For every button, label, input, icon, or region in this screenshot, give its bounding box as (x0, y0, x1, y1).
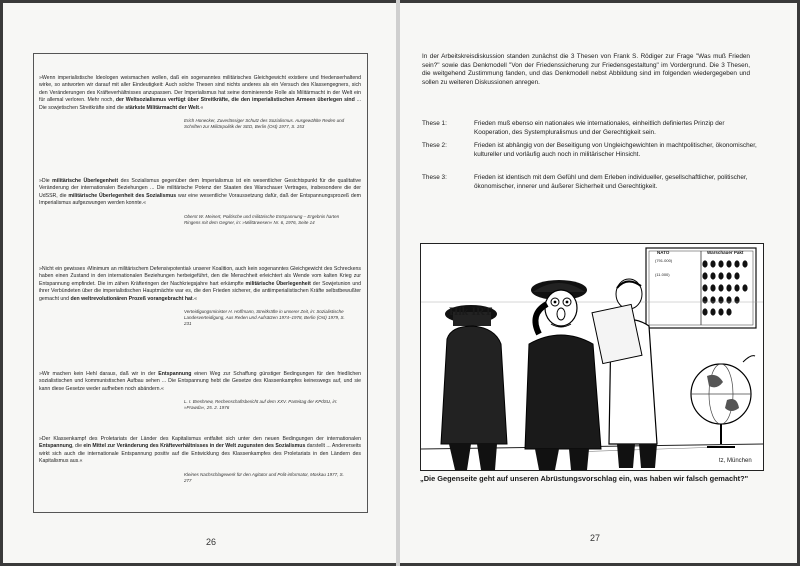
cartoon-caption: „Die Gegenseite geht auf unseren Abrüstungsvorschlag ein, was haben wir falsch gemacht?" (420, 474, 749, 483)
text-run: »Wir machen kein Hehl daraus, daß wir in der (39, 371, 159, 377)
chart-dot (718, 284, 723, 291)
chart-dot (726, 284, 731, 291)
left-page (3, 3, 396, 563)
cartoon-illustration (420, 243, 764, 471)
chart-dot (710, 308, 715, 315)
text-run: »Wenn imperialistische Ideologen weismachen wollen, daß ein sogenanntes militärisches Gleichgewicht existiere und friedenserhaltend wirke, so antworten wir darauf mit aller Eindeutigkeit: Auch solche Thesen sind nichts anderes als ein Versuch des Klassengegners, sich den Veränderungen des Kräfteverhältnisses anzupassen. Der Imperialismus hat seine dominierende Rolle als Militärmacht in der Welt ein für allemal verloren. Mehr noch, (39, 75, 361, 104)
right-page (400, 3, 797, 563)
emphasized-text: den weltrevolutionären Prozeß vorangebracht hat (70, 295, 193, 302)
page-number: 26 (206, 537, 217, 547)
chart-dot (710, 272, 715, 279)
chart-dot (718, 296, 723, 303)
text-run: ... Die sowjetischen Streitkräfte sind die (39, 97, 362, 111)
emphasized-text: militärische Überlegenheit (52, 178, 119, 184)
chart-dot (742, 284, 747, 291)
quote-text (39, 178, 361, 208)
quote-source: L. I. Breshnew, Rechenschaftsbericht auf dem XXV. Parteitag der KPdSU, in: »Prawda«, 25. 2. 1976 (184, 399, 338, 411)
chart-number-left: (791.000) (655, 258, 673, 263)
text-run: des Sozialismus gegenüber dem Imperialismus ist ein wesentlicher Gesichtspunkt für die qualitative Veränderung der internationalen Beziehungen ... Die militärische Potenz der Staaten des Warschauer Vertrages, insbesondere die der UdSSR, die (39, 178, 361, 199)
cartoon-credit: tz, München (719, 458, 752, 464)
text-run: »Der Klassenkampf des Proletariats der Länder des Kapitalismus entfaltet sich unter den neuen Bedingungen der internationalen (39, 436, 361, 442)
chart-dot (718, 260, 723, 267)
chart-dot (702, 272, 707, 279)
thesis-3 (422, 174, 762, 191)
quote-text (39, 436, 361, 466)
emphasized-text: militärische Überlegenheit (245, 280, 311, 287)
chart-dot (702, 284, 707, 291)
emphasized-text: stärkste Militärmacht der Welt (125, 104, 199, 111)
text-run: war eine wesentliche Voraussetzung dafür, daß der Entspannungsprozeß dem Imperialismus aufgezwungen werden konnte.« (39, 192, 362, 207)
emphasized-text: Entspannung (158, 371, 192, 377)
chart-dot (726, 272, 731, 279)
quote-text (39, 266, 361, 303)
chart-dot (734, 296, 739, 303)
chart-label-warsaw-pact: Warschauer Pakt (707, 250, 744, 255)
text-run: der Sowjetunion und ihrer Verbündeten über die imperialistischen Hauptmächte war es, die den Frieden sicherer, die antiimperialistischen Kräfte selbstbewußter gemacht und (39, 280, 361, 302)
chart-dot (718, 272, 723, 279)
quote-text (39, 75, 361, 112)
thesis-label: These 1: (422, 120, 447, 127)
chart-dot (702, 296, 707, 303)
chart-dot (710, 260, 715, 267)
text-run: .« (192, 295, 197, 302)
thesis-label: These 3: (422, 174, 447, 181)
thesis-text: Frieden muß ebenso ein nationales wie internationales, einheitlich definiertes Prinzip der Kooperation, des Systempluralismus und der Gerechtigkeit sein. (474, 120, 725, 136)
text-run: einen Weg zur Schaffung günstiger Bedingungen für den friedlichen sozialistischen und kommunistischen Aufbau sehen ... Die Entspannung hebt die Gesetze des Klassenkampfes keineswegs auf, und sie kann diese Gesetze weder aufheben noch abändern.« (39, 371, 361, 392)
quote-block-3 (39, 266, 361, 327)
emphasized-text: ein Mittel zur Veränderung des Kräfteverhältnisses in der Welt zugunsten des Sozialismus (83, 443, 306, 450)
thesis-label: These 2: (422, 142, 447, 149)
chart-number-right: (11.000) (655, 272, 670, 277)
quote-source: Kleines Nachschlagewerk für den Agitator und Polit-informator, Moskau 1977, S. 277 (184, 471, 344, 483)
text-run: »Nicht ein gewisses ›Minimum an militärischem Defensivpotential‹ unserer Koalition, auch kein sogenanntes Gleichgewicht des Schreckens haben einen Zustand in den internationalen Beziehungen herbeigeführt, den die Menschheit erleichtert als Wende vom kalten Krieg zur Entspannung empfindet. Die im zähen Kräfteringen der Nachkriegsjahre hart erkämpfte (39, 266, 361, 287)
chart-dot (718, 308, 723, 315)
quote-block-2 (39, 178, 361, 226)
cartoon-signature: Hik IRT (449, 304, 493, 318)
emphasized-text: militärische Überlegenheit des Sozialismus (68, 192, 177, 199)
intro-paragraph: In der Arbeitskreisdiskussion standen zunächst die 3 Thesen von Frank S. Rödiger zur Frage "Was muß Frieden sein?" sowie das Denkmodell "Von der Friedenssicherung zur Friedensgestaltung" im Vordergrund. Die 3 Thesen, die weitgehend Zustimmung fanden, und das Denkmodell nebst Abbildung sind im folgenden wiedergegeben und sollen zu weiteren Diskussionen anregen. (422, 53, 750, 86)
chart-dot (734, 260, 739, 267)
quote-block-4 (39, 371, 361, 411)
emphasized-text: Entspannung (39, 443, 73, 450)
chart-dot (734, 284, 739, 291)
chart-dot (726, 308, 731, 315)
quote-source: Erich Honecker, Zuverlässiger Schutz des Sozialismus. Ausgewählte Reden und Schriften zur Militärpolitik der SED, Berlin (Ost) 1977, S. 153 (184, 118, 345, 130)
quote-source: Oberst W. Meinert, Politische und militärische Entspannung – Ergebnis harten Ringens mit dem Gegner, in: »Militärwesen« Nr. 6, 1976, Seite 14 (184, 213, 340, 225)
chart-dot (702, 308, 707, 315)
text-run: , die (72, 443, 84, 450)
chart-dot (726, 260, 731, 267)
thesis-text: Frieden ist identisch mit dem Gefühl und dem Erleben individueller, gesellschaftlicher, politischer, ökonomischer, innerer und äußerer Sicherheit und Gerechtigkeit. (474, 174, 748, 190)
text-run: »Die (39, 178, 53, 184)
chart-dot (726, 296, 731, 303)
chart-dot (710, 296, 715, 303)
chart-label-nato: NATO (657, 250, 670, 255)
chart-dot (742, 260, 747, 267)
quote-source: Verteidigungsminister H. Hoffmann, Streitkräfte in unserer Zeit, in: Sozialistische Landesverteidigung, Aus Reden und Aufsätzen 1974–1978, Berlin (Ost) 1979, S. 231 (184, 309, 345, 327)
thesis-2 (422, 142, 762, 159)
emphasized-text: der Weltsozialismus verfügt über Streitkräfte, die den imperialistischen Armeen überlegen sind (115, 97, 355, 104)
page-number: 27 (590, 533, 601, 543)
chart-dot (734, 272, 739, 279)
thesis-text: Frieden ist abhängig von der Beseitigung von Ungleichgewichten in machtpolitischer, ökonomischer, kultureller und vorläufig auch noch in militärischer Hinsicht. (474, 142, 757, 158)
quote-text (39, 371, 361, 393)
chart-dot (702, 260, 707, 267)
chart-dot (710, 284, 715, 291)
thesis-1 (422, 120, 762, 137)
quote-block-1 (39, 75, 361, 130)
cartoon-drawing (421, 244, 764, 471)
text-run: .« (198, 104, 204, 111)
text-run: darstellt ... Andererseits wirkt sich auch die internationale Entspannung positiv auf die Entwicklung des Klassenkampfes des Proletariats in den Ländern des Kapitalismus aus.« (39, 443, 362, 465)
quote-block-5 (39, 436, 361, 484)
